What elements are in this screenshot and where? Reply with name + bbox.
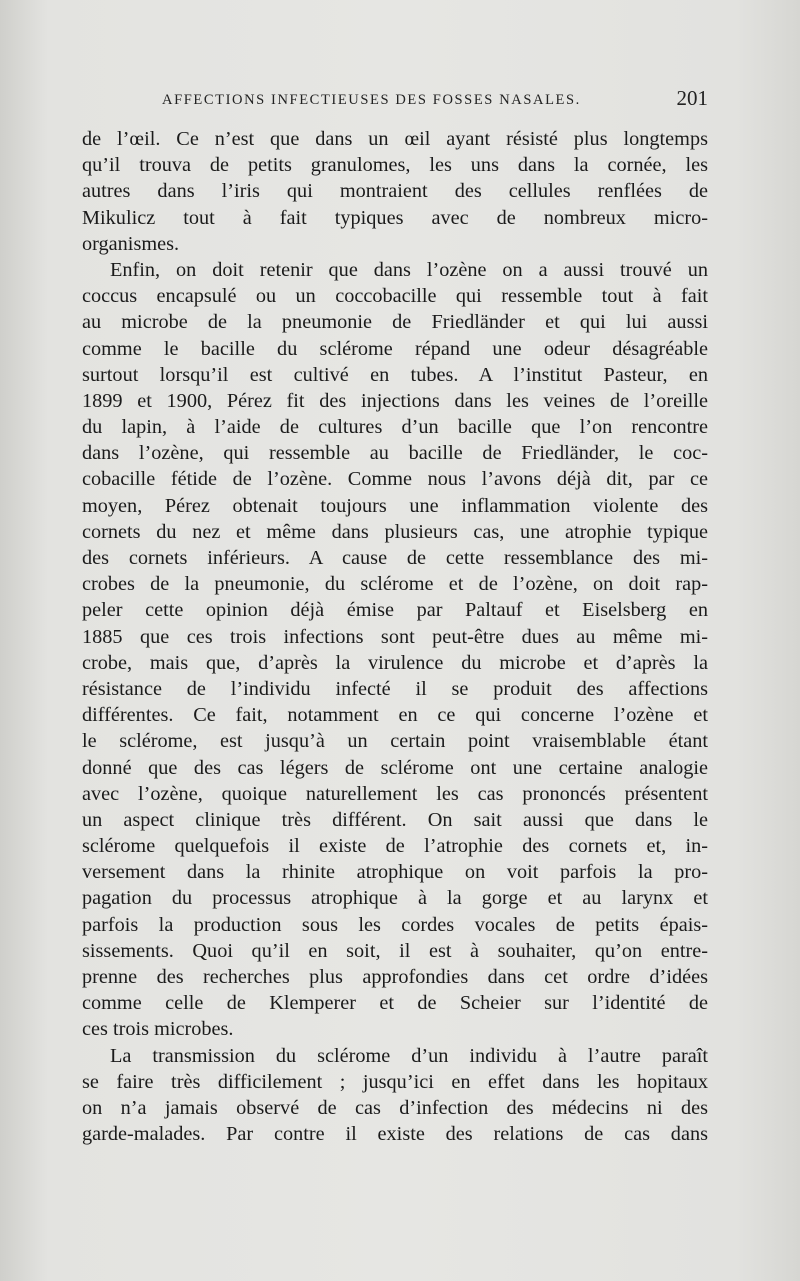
text-line: Enfin, on doit retenir que dans l’ozène on a aussi trouvé un — [110, 258, 708, 281]
text-line: crobe, mais que, d’après la virulence du microbe et d’après la — [82, 651, 708, 674]
text-line: dans l’ozène, qui ressemble au bacille de Friedländer, le coc- — [82, 442, 708, 465]
text-line: crobes de la pneumonie, du sclérome et de l’ozène, on doit rap- — [82, 573, 708, 596]
text-line: pagation du processus atrophique à la gorge et au larynx et — [82, 887, 708, 910]
text-line: avec l’ozène, quoique naturellement les cas prononcés présentent — [82, 782, 708, 805]
text-line: de l’œil. Ce n’est que dans un œil ayant résisté plus longtemps — [82, 128, 708, 150]
text-line: ces trois microbes. — [82, 1018, 234, 1041]
text-line: des cornets inférieurs. A cause de cette ressemblance des mi- — [82, 547, 708, 569]
page-number: 201 — [676, 86, 708, 110]
text-line: du lapin, à l’aide de cultures d’un bacille que l’on rencontre — [82, 416, 708, 439]
text-line: le sclérome, est jusqu’à un certain point vraisemblable étant — [82, 730, 708, 753]
text-line: moyen, Pérez obtenait toujours une inflammation violente des — [82, 494, 708, 517]
text-line: peler cette opinion déjà émise par Paltauf et Eiselsberg en — [82, 599, 708, 622]
text-line: 1885 que ces trois infections sont peut-être dues au même mi- — [82, 625, 708, 648]
text-line: versement dans la rhinite atrophique on voit parfois la pro- — [82, 861, 708, 884]
page-header — [82, 86, 708, 116]
text-line: résistance de l’individu infecté il se produit des affections — [82, 677, 708, 700]
text-line: qu’il trouva de petits granulomes, les uns dans la cornée, les — [82, 154, 708, 177]
text-line: comme celle de Klemperer et de Scheier sur l’identité de — [82, 992, 708, 1015]
text-line: 1899 et 1900, Pérez fit des injections dans les veines de l’oreille — [82, 389, 708, 412]
text-line: surtout lorsqu’il est cultivé en tubes. A l’institut Pasteur, en — [82, 363, 708, 386]
text-line: un aspect clinique très différent. On sait aussi que dans le — [82, 808, 708, 831]
text-line: donné que des cas légers de sclérome ont une certaine analogie — [82, 756, 708, 779]
text-line: différentes. Ce fait, notamment en ce qui concerne l’ozène et — [82, 704, 708, 727]
text-line: Mikulicz tout à fait typiques avec de nombreux micro- — [82, 206, 708, 229]
text-line: sissements. Quoi qu’il en soit, il est à souhaiter, qu’on entre- — [82, 939, 708, 962]
text-line: garde-malades. Par contre il existe des relations de cas dans — [82, 1123, 708, 1146]
text-line: coccus encapsulé ou un coccobacille qui ressemble tout à fait — [82, 285, 708, 308]
text-line: on n’a jamais observé de cas d’infection des médecins ni des — [82, 1096, 708, 1119]
text-line: organismes. — [82, 232, 180, 255]
text-line: cornets du nez et même dans plusieurs cas, une atrophie typique — [82, 520, 708, 543]
text-line: se faire très difficilement ; jusqu’ici en effet dans les hopitaux — [82, 1070, 708, 1093]
text-line: comme le bacille du sclérome répand une odeur désagréable — [82, 337, 708, 360]
text-line: La transmission du sclérome d’un individu à l’autre paraît — [110, 1044, 708, 1067]
body-text — [82, 126, 708, 1147]
running-head: AFFECTIONS INFECTIEUSES DES FOSSES NASALES. — [162, 92, 581, 108]
text-line: parfois la production sous les cordes vocales de petits épais- — [82, 913, 708, 936]
text-line: cobacille fétide de l’ozène. Comme nous l’avons déjà dit, par ce — [82, 468, 708, 491]
text-line: prenne des recherches plus approfondies dans cet ordre d’idées — [82, 966, 708, 988]
text-line: sclérome quelquefois il existe de l’atrophie des cornets et, in- — [82, 835, 708, 858]
text-line: autres dans l’iris qui montraient des cellules renflées de — [82, 180, 708, 203]
text-line: au microbe de la pneumonie de Friedländer et qui lui aussi — [82, 311, 708, 334]
